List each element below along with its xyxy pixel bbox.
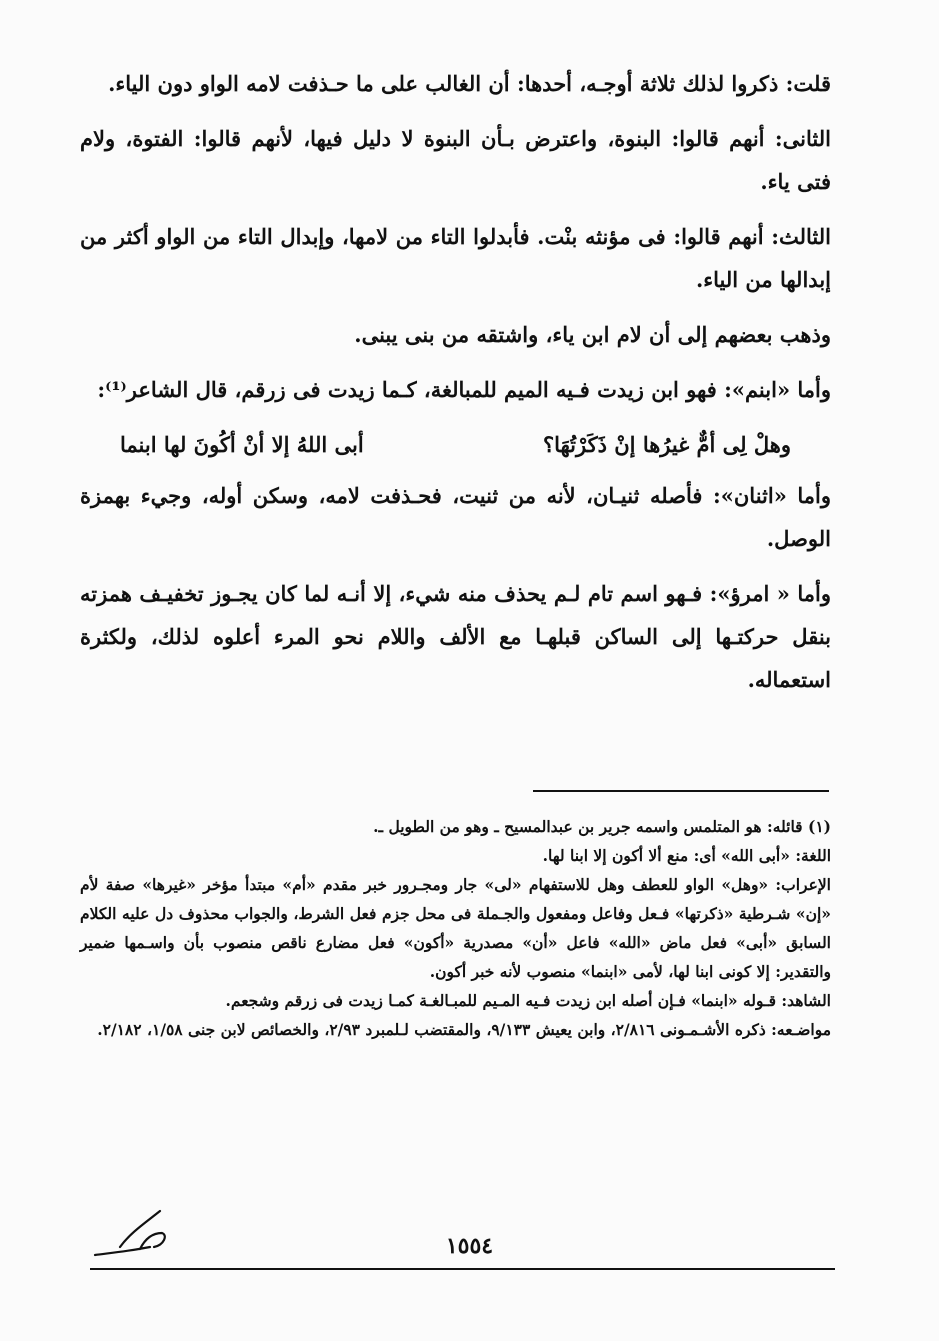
verse-second-hemistich: أبى اللهُ إلا أنْ أكُونَ لها ابنما [120,432,364,457]
footnote-line: الشاهد: قـوله «ابنما» فـإن أصله ابن زيدت فـيه المـيم للمبـالغـة كمـا زيدت فى زرقم وشجعم. [225,991,831,1010]
paragraph: الثالث: أنهم قالوا: فى مؤنثه بنْت. فأبدلوا التاء من لامها، وإبدال التاء من الواو أكثر من إبدالها من الياء. [80,224,831,292]
paragraph: وأما « امرؤ»: فـهو اسم تام لـم يحذف منه شيء، إلا أنـه لما كان يجـوز تخفيـف همزته بنقل حركتـها إلى الساكن قبلهـا مع الألف واللام نحو المرء أعلوه لذلك، ولكثرة استعماله. [80,581,831,692]
footnote-line: (١) قائله: هو المتلمس واسمه جرير بن عبدالمسيح ـ وهو من الطويل ـ. [373,817,831,836]
paragraph: وأما «اثنان»: فأصله ثنيـان، لأنه من ثنيت، فحـذفت لامه، وسكن أوله، وجيء بهمزة الوصل. [80,483,831,551]
verse-first-hemistich: وهلْ لِى أمٌّ غيرُها إنْ ذَكَرْتُهَا؟ [542,432,791,457]
footnote-line: مواضـعه: ذكره الأشـمـونى ٢/٨١٦، وابن يعيش ٩/١٣٣، والمقتضب لـلمبرد ٢/٩٣، والخصائص لابن جنى ١/٥٨، ٢/١٨٢. [97,1020,831,1039]
paragraph: وذهب بعضهم إلى أن لام ابن ياء، واشتقه من بنى يبنى. [354,322,831,347]
poetry-verse [80,423,831,466]
footnote-line: الإعراب: «وهل» الواو للعطف وهل للاستفهام «لى» جار ومجـرور خبر مقدم «أم» مبتدأ مؤخر «غيرها» صفة لأم «إن» شـرطية «ذكرتها» فـعل وفاعل ومفعول والجـملة فى محل جزم فعل الشرط، والجواب محذوف دل عليه الكلام السابق «أبى» فعل ماض «الله» فاعل «أن» مصدرية «أكون» فعل مضارع ناقص منصوب بأن واسـمها ضمير والتقدير: إلا كونى ابنا لها، لأمى «ابنما» منصوب لأنه خبر أكون. [80,875,831,981]
footnote-separator [533,790,829,792]
paragraph: وأما «ابنم»: فهو ابن زيدت فـيه الميم للمبالغة، كـما زيدت فى زرقم، قال الشاعر⁽¹⁾: [97,377,831,402]
footnote-line: اللغة: «أبى الله» أى: منع ألا أكون إلا ابنا لها. [542,846,831,865]
paragraph: الثانى: أنهم قالوا: البنوة، واعترض بـأن البنوة لا دليل فيها، لأنهم قالوا: الفتوة، ولام فتى ياء. [80,126,831,194]
paragraph: قلت: ذكروا لذلك ثلاثة أوجـه، أحدها: أن الغالب على ما حـذفت لامه الواو دون الياء. [108,71,831,96]
main-text [80,62,831,713]
page-bottom-rule [90,1268,835,1270]
footnotes [80,812,831,1044]
page-number: ١٥٥٤ [445,1233,494,1259]
